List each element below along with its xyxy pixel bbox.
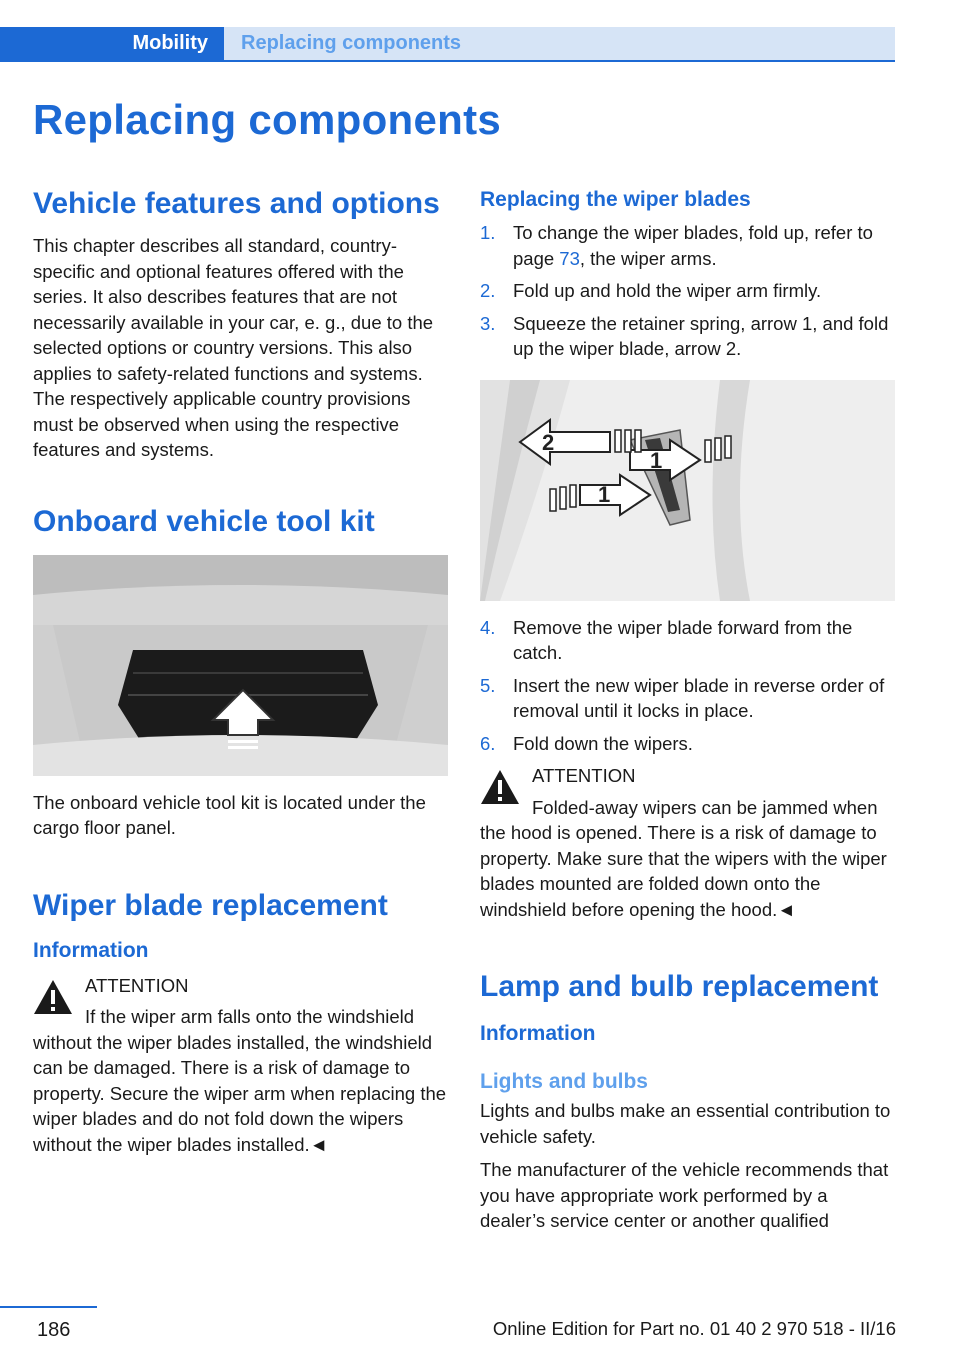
warning-icon [33,979,73,1015]
warning-icon [480,769,520,805]
wiper-illustration [480,380,895,601]
edition-text: Online Edition for Part no. 01 40 2 970 518 - II/16 [492,1318,896,1339]
tool-kit-image [33,555,448,776]
features-text: This chapter describes all standard, country-specific and optional features offered with the series. It also describes features that are not necessarily available in your car, e. g., due to the selected options or country versions. This also applies to safety-related functions and systems. The respectively applicable country provisions must be observed when using the respective features and systems. [33,235,434,460]
lamp-heading: Lamp and bulb replacement [480,970,879,1003]
features-heading: Vehicle features and options [33,187,440,220]
attention-text-right: when the hood is opened. There is a risk of damage to property. Make sure that the wipers with the wiper blades mounted are folded down onto the windshield before opening the hood.◄ [480,796,887,920]
attention-block-left [33,973,448,1158]
step-text-end: , the wiper arms. [579,247,717,269]
lights-text: Lights and bulbs make an essential contribution to vehicle safety. [480,1100,891,1147]
attention-text-left: without the wiper blades installed, the windshield can be damaged. There is a risk of damage to property. Secure the wiper arm when replacing the wiper blades and do not fold down the wipers without the wiper blades installed.◄ [33,1031,447,1155]
info-heading-right: Information [480,1022,596,1045]
topic-tab[interactable]: Replacing components [241,32,462,54]
attention-title-left: ATTENTION [85,974,189,996]
step-5 [480,673,895,724]
step-text: Insert the new wiper blade in reverse order of removal until it locks in place. [513,674,885,721]
step-4 [480,615,895,666]
left-column [33,182,448,1157]
step-number: 5. [480,674,496,696]
info-heading-left: Information [33,938,149,962]
step-text: Squeeze the retainer spring, arrow 1, and fold up the wiper blade, arrow 2. [513,312,889,359]
attention-first-left: If the wiper arm falls onto the windshield [85,1006,415,1027]
arrow-label-1-upper: 1 [650,447,663,473]
page-number: 186 [37,1319,71,1341]
step-number: 4. [480,616,496,638]
toolkit-caption: The onboard vehicle tool kit is located under the cargo floor panel. [33,791,426,838]
step-3 [480,311,895,362]
step-number: 3. [480,312,496,334]
page-title: Replacing components [33,96,502,143]
step-number: 2. [480,280,496,301]
step-number: 1. [480,222,496,243]
footer-rule [0,1306,97,1308]
step-text: Fold down the wipers. [513,732,693,754]
step-1 [480,220,895,271]
attention-first-right: Folded-away wipers can be jammed [532,796,829,818]
step-text: Fold up and hold the wiper arm firmly. [513,280,822,301]
step-text: To change the wiper blades, fold up, refer to page [513,222,873,269]
arrow-label-2: 2 [542,429,555,455]
replace-heading: Replacing the wiper blades [480,188,751,211]
running-header [0,27,895,62]
attention-title-right: ATTENTION [532,765,636,786]
steps-list-b [480,615,895,757]
chapter-tab[interactable]: Mobility [132,32,208,54]
step-2 [480,278,895,304]
attention-block-right [480,763,895,922]
toolkit-heading: Onboard vehicle tool kit [33,504,375,538]
wiper-image [480,380,895,601]
step-number: 6. [480,732,496,754]
step-6 [480,731,895,757]
step-text: Remove the wiper blade forward from the catch. [513,616,853,663]
page-link[interactable]: 73 [559,247,580,269]
lights-subheading: Lights and bulbs [480,1070,648,1093]
cargo-area-illustration [33,555,448,776]
right-column [480,182,895,1234]
manufacturer-text: The manufacturer of the vehicle recommends that you have appropriate work performed by a dealer’s service center or another qualified [480,1159,889,1231]
steps-list-a [480,220,895,362]
arrow-label-1-lower: 1 [598,481,611,507]
wiper-heading: Wiper blade replacement [33,888,388,922]
